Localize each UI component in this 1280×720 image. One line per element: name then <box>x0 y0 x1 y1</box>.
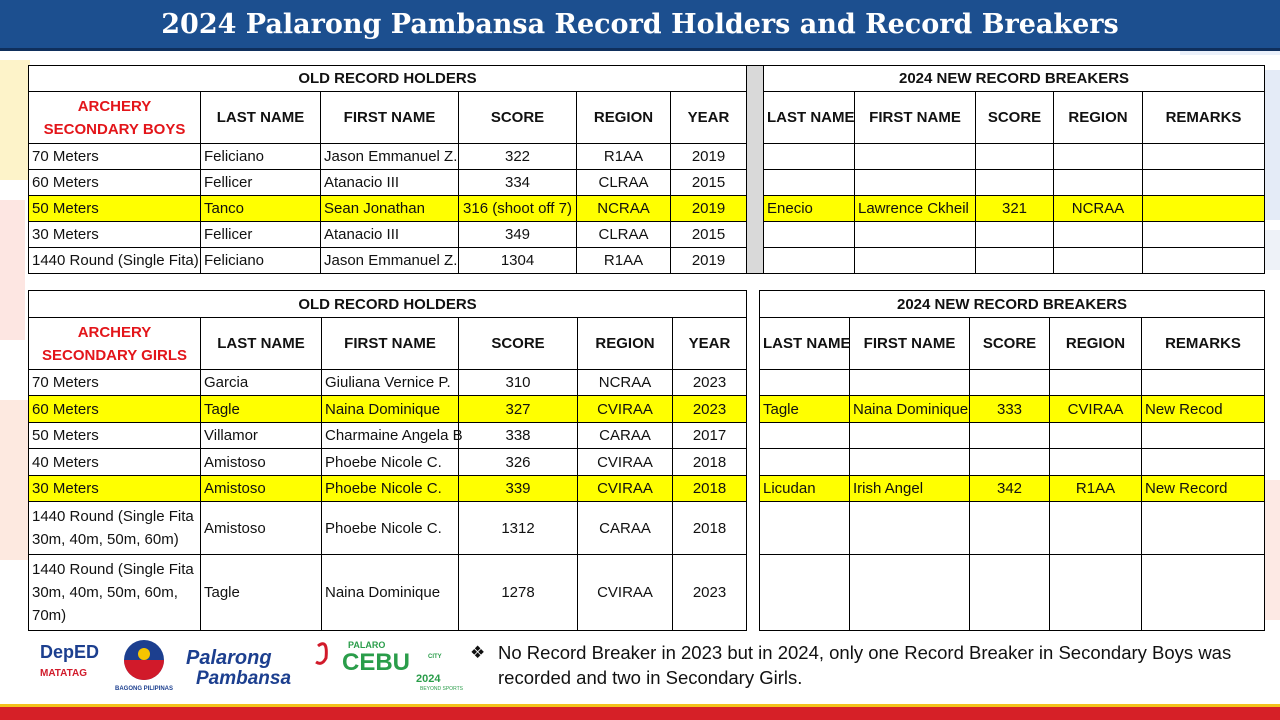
region: CVIRAA <box>578 476 673 502</box>
beyond-sports-text: BEYOND SPORTS <box>420 686 463 692</box>
new-last-name <box>764 144 855 170</box>
col-header-region: REGION <box>577 92 671 144</box>
new-last-name: Enecio <box>764 196 855 222</box>
col-header-last-name: LAST NAME <box>201 318 322 370</box>
deped-logo <box>40 642 99 679</box>
region: CVIRAA <box>578 555 673 631</box>
col-header-year: YEAR <box>671 92 747 144</box>
new-region <box>1050 502 1142 555</box>
remarks <box>1142 555 1265 631</box>
last-name: Feliciano <box>201 144 321 170</box>
new-score <box>970 423 1050 449</box>
last-name: Garcia <box>201 370 322 396</box>
category-label: ARCHERY SECONDARY GIRLS <box>29 318 201 370</box>
event: 1440 Round (Single Fita 30m, 40m, 50m, 60m) <box>29 502 201 555</box>
new-last-name <box>760 423 850 449</box>
col-header-score: SCORE <box>459 318 578 370</box>
new-region <box>1050 423 1142 449</box>
region: NCRAA <box>577 196 671 222</box>
new-record-breakers-heading: 2024 NEW RECORD BREAKERS <box>764 66 1265 92</box>
event: 1440 Round (Single Fita 30m, 40m, 50m, 60m, 70m) <box>29 555 201 631</box>
score: 1278 <box>459 555 578 631</box>
table-row <box>29 144 1265 170</box>
col-header-new-region: REGION <box>1054 92 1143 144</box>
bottom-color-bar <box>0 698 1280 720</box>
old-record-holders-heading: OLD RECORD HOLDERS <box>29 291 747 318</box>
matatag-logo-text: MATATAG <box>40 668 88 679</box>
new-score <box>976 248 1054 274</box>
table-row <box>29 222 1265 248</box>
remarks <box>1142 449 1265 476</box>
last-name: Villamor <box>201 423 322 449</box>
new-first-name <box>855 170 976 196</box>
first-name: Phoebe Nicole C. <box>322 476 459 502</box>
region: R1AA <box>577 248 671 274</box>
new-last-name <box>760 502 850 555</box>
table-row-highlighted <box>29 396 1265 423</box>
year: 2015 <box>671 222 747 248</box>
event: 30 Meters <box>29 476 201 502</box>
last-name: Amistoso <box>201 449 322 476</box>
new-score <box>976 170 1054 196</box>
year: 2015 <box>671 170 747 196</box>
new-score <box>970 370 1050 396</box>
boys-record-table <box>28 65 1265 274</box>
table-row <box>29 248 1265 274</box>
first-name: Giuliana Vernice P. <box>322 370 459 396</box>
palaro-cebu-logo <box>342 640 464 692</box>
score: 334 <box>459 170 577 196</box>
new-first-name <box>855 144 976 170</box>
table-row-highlighted <box>29 476 1265 502</box>
first-name: Atanacio III <box>321 170 459 196</box>
event: 30 Meters <box>29 222 201 248</box>
score: 339 <box>459 476 578 502</box>
col-header-new-last-name: LAST NAME <box>764 92 855 144</box>
year: 2018 <box>673 476 747 502</box>
event: 60 Meters <box>29 396 201 423</box>
new-last-name <box>760 555 850 631</box>
remarks: New Recod <box>1142 396 1265 423</box>
new-region <box>1050 370 1142 396</box>
col-header-new-score: SCORE <box>976 92 1054 144</box>
page-title: 2024 Palarong Pambansa Record Holders and Record Breakers <box>0 0 1280 51</box>
remarks <box>1143 196 1265 222</box>
score: 326 <box>459 449 578 476</box>
region: NCRAA <box>578 370 673 396</box>
event: 50 Meters <box>29 423 201 449</box>
new-score: 321 <box>976 196 1054 222</box>
first-name: Charmaine Angela B <box>322 423 459 449</box>
new-first-name <box>850 502 970 555</box>
remarks <box>1143 222 1265 248</box>
new-first-name <box>850 370 970 396</box>
old-record-holders-heading: OLD RECORD HOLDERS <box>29 66 747 92</box>
score: 1312 <box>459 502 578 555</box>
pambansa-text: Pambansa <box>196 668 292 689</box>
year: 2018 <box>673 449 747 476</box>
new-region <box>1050 449 1142 476</box>
palarong-text: Palarong <box>186 647 272 669</box>
table-row <box>29 502 1265 555</box>
col-header-new-first-name: FIRST NAME <box>855 92 976 144</box>
score: 322 <box>459 144 577 170</box>
remarks <box>1143 248 1265 274</box>
table-row <box>29 449 1265 476</box>
new-region <box>1054 144 1143 170</box>
new-region <box>1054 248 1143 274</box>
region: CLRAA <box>577 222 671 248</box>
remarks: New Record <box>1142 476 1265 502</box>
year: 2018 <box>673 502 747 555</box>
new-score <box>970 555 1050 631</box>
new-region <box>1054 222 1143 248</box>
footer-logos <box>36 632 463 692</box>
table-row <box>29 555 1265 631</box>
year: 2019 <box>671 144 747 170</box>
girls-record-table <box>28 290 1265 631</box>
new-region: CVIRAA <box>1050 396 1142 423</box>
table-row <box>29 370 1265 396</box>
new-score: 333 <box>970 396 1050 423</box>
last-name: Tagle <box>201 396 322 423</box>
event: 40 Meters <box>29 449 201 476</box>
col-header-remarks: REMARKS <box>1143 92 1265 144</box>
new-last-name <box>764 248 855 274</box>
last-name: Fellicer <box>201 222 321 248</box>
bagong-pilipinas-text: BAGONG PILIPINAS <box>114 686 174 692</box>
year-text: 2024 <box>416 673 441 685</box>
remarks <box>1143 144 1265 170</box>
col-header-year: YEAR <box>673 318 747 370</box>
bagong-pilipinas-logo <box>115 640 173 692</box>
year: 2023 <box>673 396 747 423</box>
new-region <box>1054 170 1143 196</box>
new-last-name <box>760 370 850 396</box>
col-header-new-first-name: FIRST NAME <box>850 318 970 370</box>
remarks <box>1142 502 1265 555</box>
event: 1440 Round (Single Fita) <box>29 248 201 274</box>
last-name: Tanco <box>201 196 321 222</box>
new-first-name: Lawrence Ckheil <box>855 196 976 222</box>
new-region: NCRAA <box>1054 196 1143 222</box>
event: 70 Meters <box>29 370 201 396</box>
new-first-name: Naina Dominique <box>850 396 970 423</box>
table-row <box>29 423 1265 449</box>
palaro-text: PALARO <box>348 640 386 650</box>
year: 2019 <box>671 196 747 222</box>
score: 310 <box>459 370 578 396</box>
new-record-breakers-heading: 2024 NEW RECORD BREAKERS <box>760 291 1265 318</box>
remarks <box>1143 170 1265 196</box>
first-name: Phoebe Nicole C. <box>322 502 459 555</box>
last-name: Tagle <box>201 555 322 631</box>
new-region <box>1050 555 1142 631</box>
remarks <box>1142 370 1265 396</box>
cebu-text: CEBU <box>342 649 411 676</box>
new-score <box>976 222 1054 248</box>
last-name: Amistoso <box>201 476 322 502</box>
col-header-first-name: FIRST NAME <box>321 92 459 144</box>
col-header-score: SCORE <box>459 92 577 144</box>
table-row-highlighted <box>29 196 1265 222</box>
new-last-name: Licudan <box>760 476 850 502</box>
category-label: ARCHERY SECONDARY BOYS <box>29 92 201 144</box>
first-name: Phoebe Nicole C. <box>322 449 459 476</box>
col-header-region: REGION <box>578 318 673 370</box>
new-first-name <box>855 222 976 248</box>
region: CLRAA <box>577 170 671 196</box>
col-header-remarks: REMARKS <box>1142 318 1265 370</box>
footnote-text: No Record Breaker in 2023 but in 2024, only one Record Breaker in Secondary Boys was recorded and two in Secondary Girls. <box>498 642 1232 688</box>
city-text: CITY <box>428 654 442 660</box>
col-header-new-region: REGION <box>1050 318 1142 370</box>
last-name: Feliciano <box>201 248 321 274</box>
table-divider <box>747 66 764 274</box>
table-row <box>29 170 1265 196</box>
diamond-bullet-icon: ❖ <box>470 643 486 662</box>
event: 70 Meters <box>29 144 201 170</box>
deped-logo-text: DepED <box>40 642 100 662</box>
region: CVIRAA <box>578 396 673 423</box>
first-name: Atanacio III <box>321 222 459 248</box>
palarong-pambansa-logo <box>186 644 326 689</box>
col-header-new-score: SCORE <box>970 318 1050 370</box>
new-last-name <box>764 170 855 196</box>
region: CARAA <box>578 423 673 449</box>
col-header-last-name: LAST NAME <box>201 92 321 144</box>
remarks <box>1142 423 1265 449</box>
new-first-name <box>850 423 970 449</box>
new-first-name <box>855 248 976 274</box>
col-header-new-last-name: LAST NAME <box>760 318 850 370</box>
new-score <box>976 144 1054 170</box>
new-score <box>970 449 1050 476</box>
new-last-name: Tagle <box>760 396 850 423</box>
year: 2023 <box>673 555 747 631</box>
score: 1304 <box>459 248 577 274</box>
event: 50 Meters <box>29 196 201 222</box>
region: CARAA <box>578 502 673 555</box>
score: 316 (shoot off 7) <box>459 196 577 222</box>
first-name: Naina Dominique <box>322 396 459 423</box>
first-name: Sean Jonathan <box>321 196 459 222</box>
last-name: Amistoso <box>201 502 322 555</box>
first-name: Jason Emmanuel Z. <box>321 248 459 274</box>
score: 327 <box>459 396 578 423</box>
region: R1AA <box>577 144 671 170</box>
score: 338 <box>459 423 578 449</box>
new-last-name <box>760 449 850 476</box>
year: 2017 <box>673 423 747 449</box>
table-divider <box>747 291 760 631</box>
first-name: Jason Emmanuel Z. <box>321 144 459 170</box>
new-score: 342 <box>970 476 1050 502</box>
last-name: Fellicer <box>201 170 321 196</box>
region: CVIRAA <box>578 449 673 476</box>
new-first-name <box>850 449 970 476</box>
year: 2023 <box>673 370 747 396</box>
new-first-name: Irish Angel <box>850 476 970 502</box>
new-last-name <box>764 222 855 248</box>
year: 2019 <box>671 248 747 274</box>
col-header-first-name: FIRST NAME <box>322 318 459 370</box>
score: 349 <box>459 222 577 248</box>
new-region: R1AA <box>1050 476 1142 502</box>
new-first-name <box>850 555 970 631</box>
new-score <box>970 502 1050 555</box>
footnote <box>470 640 1270 690</box>
first-name: Naina Dominique <box>322 555 459 631</box>
event: 60 Meters <box>29 170 201 196</box>
